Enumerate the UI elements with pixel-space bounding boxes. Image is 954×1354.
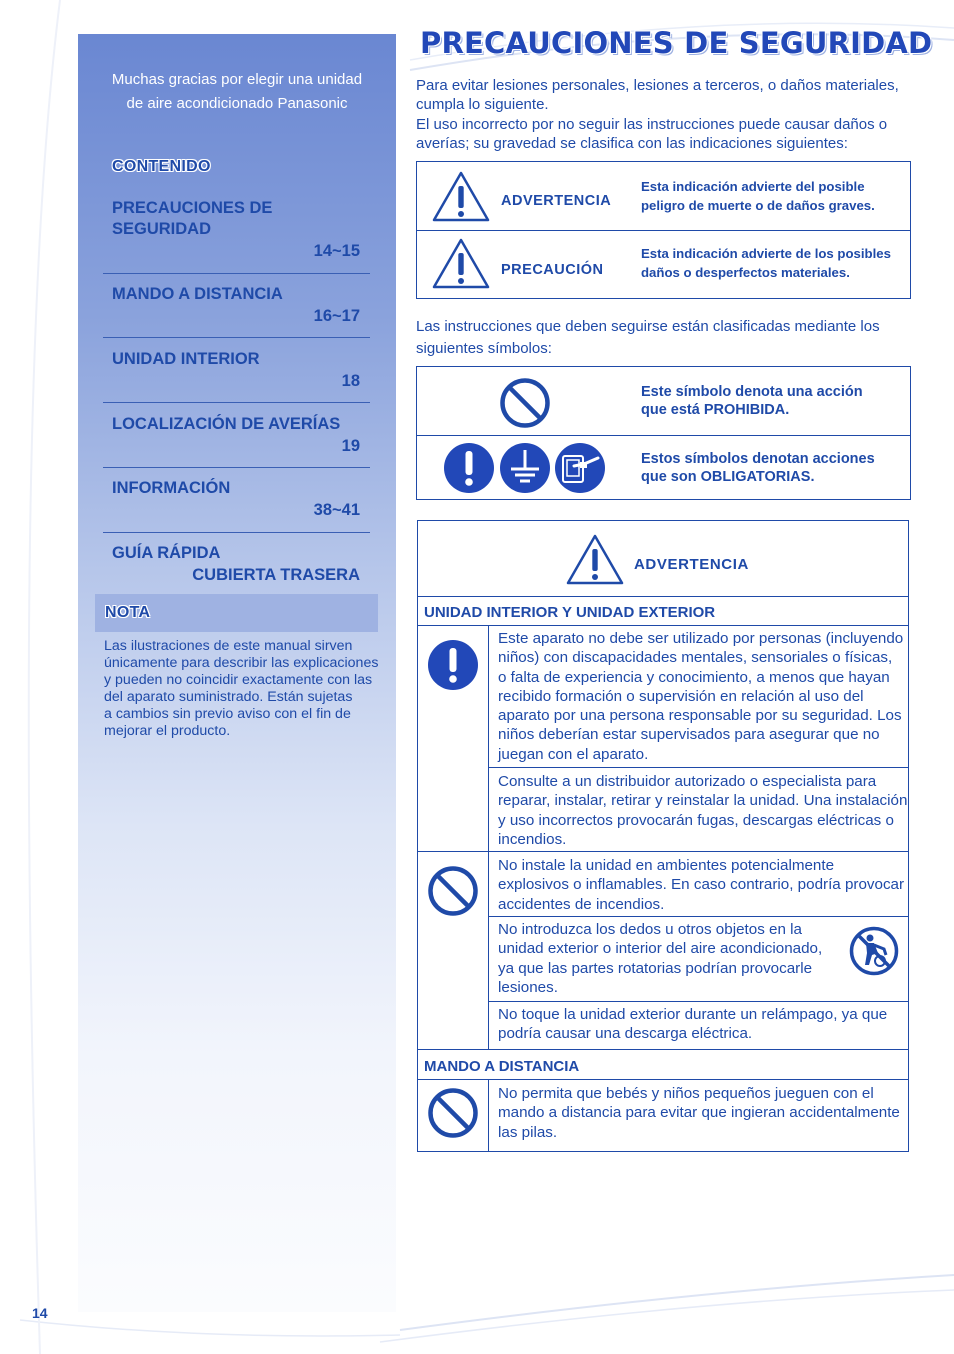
note-header-bar bbox=[95, 594, 378, 632]
divider bbox=[418, 596, 908, 597]
contents-heading: CONTENIDO bbox=[112, 158, 211, 175]
ground-icon bbox=[499, 442, 551, 494]
level-label: ADVERTENCIA bbox=[501, 193, 612, 209]
sidebar bbox=[78, 34, 396, 1312]
divider bbox=[488, 1001, 908, 1002]
level-row-warning bbox=[417, 162, 910, 230]
warning-item-text: Este aparato no debe ser utilizado por personas (incluyendo niños) con discapacidades mentales, sensoriales o físicas, o falta de experiencia y conocimiento, a menos que hayan recibido formación o supervisión en relación al uso del aparato por una persona responsable por su seguridad. Los niños deberían estar supervisados para asegurar que no juegan con el aparato. bbox=[498, 630, 904, 763]
toc-item-information[interactable] bbox=[103, 478, 370, 536]
divider bbox=[103, 532, 370, 533]
symbols-intro: Las instrucciones que deben seguirse están clasificadas mediante los siguientes símbolos: bbox=[416, 318, 880, 357]
mandatory-exclamation-icon bbox=[427, 639, 479, 691]
page-number: 14 bbox=[32, 1305, 48, 1321]
warning-item-text: Consulte a un distribuidor autorizado o especialista para reparar, instalar, retirar y reinstalar la unidad. Una instalación y uso incorrectos provocarán fugas, descargas eléctricas o incendios. bbox=[498, 773, 908, 848]
toc-item-quick-guide[interactable] bbox=[103, 543, 370, 593]
no-hands-in-fan-icon bbox=[848, 925, 900, 977]
toc-item-title: MANDO A DISTANCIA bbox=[112, 285, 283, 303]
warning-item-text: No toque la unidad exterior durante un relámpago, ya que podría causar una descarga eléctrica. bbox=[498, 1006, 888, 1043]
section-label-remote: MANDO A DISTANCIA bbox=[424, 1058, 580, 1075]
level-description: Esta indicación advierte de los posibles daños o desperfectos materiales. bbox=[641, 246, 891, 280]
divider bbox=[418, 851, 908, 852]
toc-item-pages: 14~15 bbox=[313, 242, 360, 260]
intro-paragraph: Para evitar lesiones personales, lesiones a terceros, o daños materiales, cumpla lo siguiente. El uso incorrecto por no seguir las instrucciones puede causar daños o averías; su gravedad se clasifica con las indicaciones siguientes: bbox=[416, 77, 899, 152]
symbol-row-mandatory bbox=[417, 436, 910, 499]
symbol-description: Estos símbolos denotan acciones que son OBLIGATORIAS. bbox=[641, 451, 875, 485]
toc-item-pages: 38~41 bbox=[313, 501, 360, 519]
toc-item-pages: 19 bbox=[341, 437, 360, 455]
warning-triangle-icon bbox=[431, 170, 491, 223]
plug-icon bbox=[554, 442, 606, 494]
toc-item-title: PRECAUCIONES DE SEGURIDAD bbox=[112, 199, 273, 238]
divider bbox=[103, 467, 370, 468]
toc-item-title: LOCALIZACIÓN DE AVERÍAS bbox=[112, 415, 341, 433]
toc-item-safety[interactable] bbox=[103, 198, 370, 276]
warning-item-text: No instale la unidad en ambientes potencialmente explosivos o inflamables. En caso contrario, podría provocar accidentes de incendios. bbox=[498, 857, 905, 913]
prohibited-icon bbox=[499, 377, 551, 429]
toc-item-troubleshooting[interactable] bbox=[103, 414, 370, 472]
warning-table-title: ADVERTENCIA bbox=[634, 556, 749, 573]
toc-item-title: INFORMACIÓN bbox=[112, 479, 231, 497]
column-divider bbox=[488, 625, 489, 1049]
note-text: Las ilustraciones de este manual sirven únicamente para describir las explicaciones y pueden no coincidir exactamente con las del aparato suministrado. Están sujetas a cambios sin previo aviso con el fin de mejorar el producto. bbox=[104, 638, 379, 739]
severity-levels-table bbox=[416, 161, 911, 299]
warning-triangle-icon bbox=[565, 533, 625, 586]
divider bbox=[488, 916, 908, 917]
warning-item-text: No permita que bebés y niños pequeños jueguen con el mando a distancia para evitar que ingieran accidentalmente las pilas. bbox=[498, 1085, 900, 1141]
mandatory-exclamation-icon bbox=[443, 442, 495, 494]
level-description: Esta indicación advierte del posible peligro de muerte o de daños graves. bbox=[641, 179, 875, 213]
divider bbox=[418, 1049, 908, 1050]
warning-table bbox=[417, 520, 909, 1152]
toc-item-indoor-unit[interactable] bbox=[103, 349, 370, 407]
section-label-units: UNIDAD INTERIOR Y UNIDAD EXTERIOR bbox=[424, 604, 716, 621]
level-row-caution bbox=[417, 231, 910, 298]
level-label: PRECAUCIÓN bbox=[501, 262, 604, 278]
symbol-row-prohibited bbox=[417, 367, 910, 435]
prohibited-icon bbox=[427, 865, 479, 917]
symbols-table bbox=[416, 366, 911, 500]
toc-item-remote[interactable] bbox=[103, 284, 370, 342]
toc-item-title: GUÍA RÁPIDA bbox=[112, 544, 221, 562]
divider bbox=[103, 402, 370, 403]
divider bbox=[103, 337, 370, 338]
page-title: PRECAUCIONES DE SEGURIDAD bbox=[420, 26, 933, 60]
divider bbox=[488, 767, 908, 768]
toc-item-title: UNIDAD INTERIOR bbox=[112, 350, 260, 368]
warning-item-text: No introduzca los dedos u otros objetos en la unidad exterior o interior del aire acondicionado, ya que las partes rotatorias podrían provocarle lesiones. bbox=[498, 921, 823, 996]
divider bbox=[103, 273, 370, 274]
note-heading: NOTA bbox=[105, 604, 151, 621]
divider bbox=[418, 1079, 908, 1080]
symbol-description: Este símbolo denota una acción que está PROHIBIDA. bbox=[641, 384, 863, 418]
warning-triangle-icon bbox=[431, 237, 491, 290]
toc-item-pages: 18 bbox=[341, 372, 360, 390]
divider bbox=[418, 625, 908, 626]
prohibited-icon bbox=[427, 1087, 479, 1139]
toc-item-pages: 16~17 bbox=[313, 307, 360, 325]
thanks-message: Muchas gracias por elegir una unidad de aire acondicionado Panasonic bbox=[111, 71, 363, 112]
toc-item-pages: CUBIERTA TRASERA bbox=[192, 566, 360, 584]
column-divider bbox=[488, 1079, 489, 1151]
